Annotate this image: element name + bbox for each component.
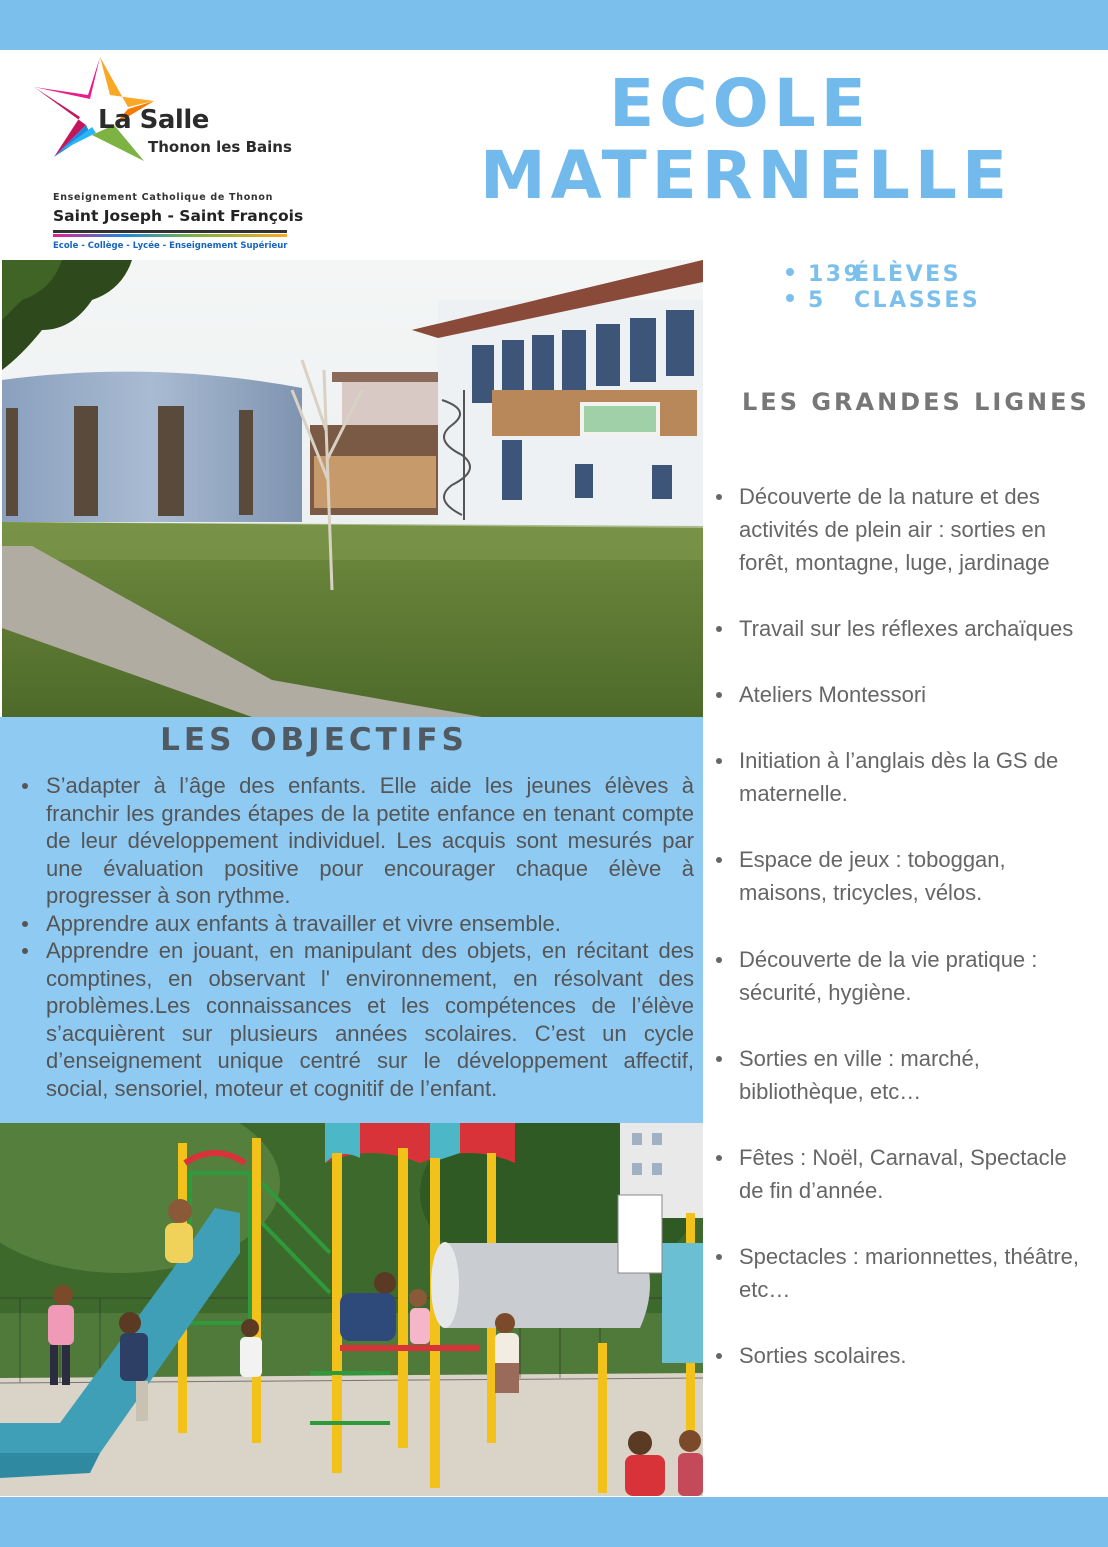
top-band — [0, 0, 1108, 50]
stat-number: 139 — [808, 262, 862, 287]
stat-label: CLASSES — [854, 288, 981, 313]
objectifs-panel — [0, 717, 703, 1123]
title-line-2: MATERNELLE — [480, 137, 1013, 214]
bullet-icon — [786, 294, 794, 302]
logo-schools: Saint Joseph - Saint François — [53, 207, 304, 225]
grande-ligne-item: Ateliers Montessori — [739, 678, 1089, 711]
grande-ligne-item: Spectacles : marionnettes, théâtre, etc… — [739, 1240, 1089, 1306]
school-building-photo — [2, 260, 703, 717]
objectif-item: S’adapter à l’âge des enfants. Elle aide les jeunes élèves à franchir les grandes étapes de la petite enfance en tenant compte de leur développement individuel. Les acquis sont mesurés par une évaluation positive pour encourager chaque élève à progresser à son rythme. — [46, 773, 694, 908]
playground-photo — [0, 1123, 703, 1496]
grandes-lignes-heading: LES GRANDES LIGNES — [742, 388, 1090, 416]
grande-ligne-item: Découverte de la nature et des activités de plein air : sorties en forêt, montagne, luge, jardinage — [739, 480, 1089, 579]
bullet-icon — [786, 268, 794, 276]
logo-divider — [53, 230, 287, 233]
logo-color-divider — [53, 234, 287, 237]
stat-number: 5 — [808, 288, 826, 313]
objectifs-list — [46, 772, 694, 1102]
objectif-item: Apprendre en jouant, en manipulant des objets, en récitant des comptines, en observant l' environnement, en résolvant des problèmes.Les connaissances et les compétences de l’élève s’acquièrent sur plusieurs années scolaires. C’est un cycle d’enseignement unique centré sur le développement affectif, social, sensoriel, moteur et cognitif de l’enfant. — [46, 938, 694, 1101]
stat-classes — [786, 288, 980, 314]
objectifs-heading: LES OBJECTIFS — [160, 722, 468, 758]
logo-brand: La Salle — [98, 105, 209, 135]
bottom-band — [0, 1497, 1108, 1547]
title-line-1: ECOLE — [609, 65, 871, 142]
la-salle-logo — [30, 55, 304, 255]
logo-levels: Ecole - Collège - Lycée - Enseignement Supérieur — [53, 241, 288, 251]
grande-ligne-item: Sorties scolaires. — [739, 1339, 1089, 1372]
stats-list — [786, 262, 980, 314]
grande-ligne-item: Travail sur les réflexes archaïques — [739, 612, 1089, 645]
logo-city: Thonon les Bains — [148, 138, 292, 156]
grande-ligne-item: Sorties en ville : marché, bibliothèque, etc… — [739, 1042, 1089, 1108]
logo-network: Enseignement Catholique de Thonon — [53, 192, 274, 203]
stat-students — [786, 262, 980, 288]
page-title — [480, 65, 1013, 214]
grande-ligne-item: Initiation à l’anglais dès la GS de maternelle. — [739, 744, 1089, 810]
grande-ligne-item: Espace de jeux : toboggan, maisons, tricycles, vélos. — [739, 843, 1089, 909]
grande-ligne-item: Fêtes : Noël, Carnaval, Spectacle de fin d’année. — [739, 1141, 1089, 1207]
objectif-item: Apprendre aux enfants à travailler et vivre ensemble. — [46, 910, 694, 938]
grande-ligne-item: Découverte de la vie pratique : sécurité, hygiène. — [739, 943, 1089, 1009]
stat-label: ÉLÈVES — [854, 262, 961, 287]
